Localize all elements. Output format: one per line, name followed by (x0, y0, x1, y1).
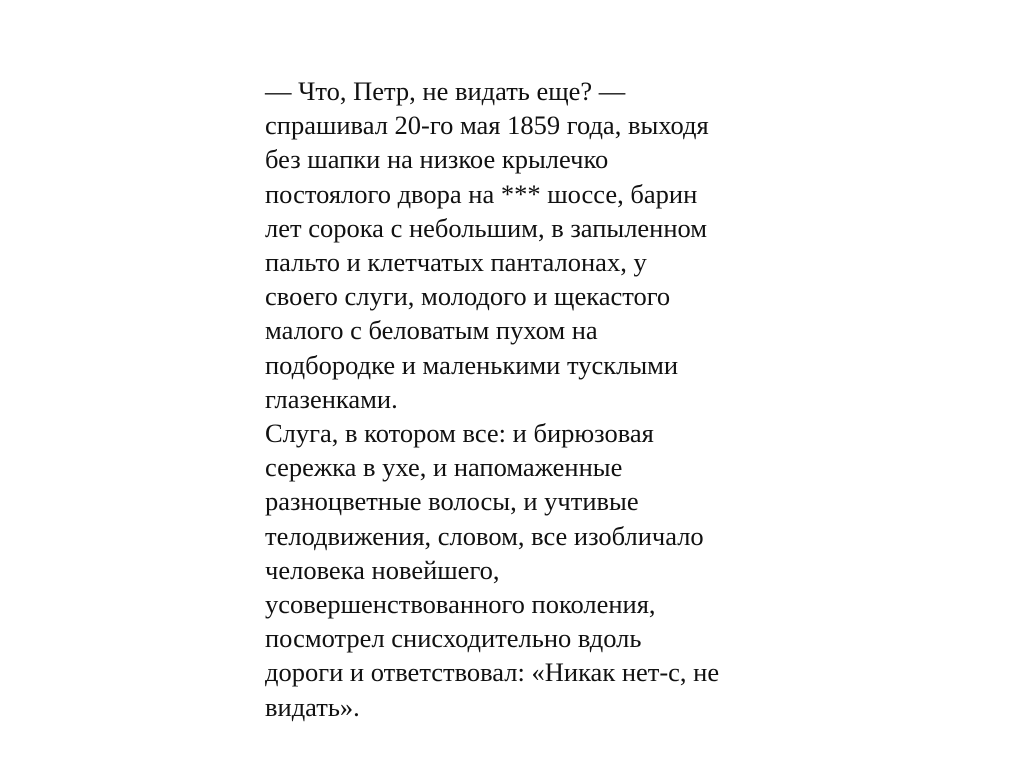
text-line-13: разноцветные волосы, и учтивые (265, 486, 639, 517)
text-line-5: лет сорока с небольшим, в запыленном (265, 212, 708, 243)
text-line-14: телодвижения, словом, все изобличало (265, 520, 704, 551)
text-line-19: видать». (265, 691, 360, 722)
text-line-7: своего слуги, молодого и щекастого (265, 281, 671, 312)
text-line-9: подбородке и маленькими тусклыми (265, 349, 679, 380)
text-line-18: дороги и ответствовал: «Никак нет-с, не (265, 657, 720, 688)
text-line-10: глазенками. (265, 383, 398, 414)
text-line-6: пальто и клетчатых панталонах, у (265, 247, 647, 278)
text-line-16: усовершенствованного поколения, (265, 589, 656, 620)
text-line-3: без шапки на низкое крылечко (265, 144, 609, 175)
text-body (265, 74, 785, 724)
text-line-17: посмотрел снисходительно вдоль (265, 623, 642, 654)
text-line-4: постоялого двора на *** шоссе, барин (265, 178, 698, 209)
text-line-12: сережка в ухе, и напомаженные (265, 452, 623, 483)
text-line-1: — Что, Петр, не видать еще? — (265, 76, 626, 106)
text-line-2: спрашивал 20-го мая 1859 года, выходя (265, 110, 709, 141)
text-line-11: Слуга, в котором все: и бирюзовая (265, 418, 654, 449)
text-line-8: малого с беловатым пухом на (265, 315, 598, 346)
text-line-15: человека новейшего, (265, 554, 500, 585)
